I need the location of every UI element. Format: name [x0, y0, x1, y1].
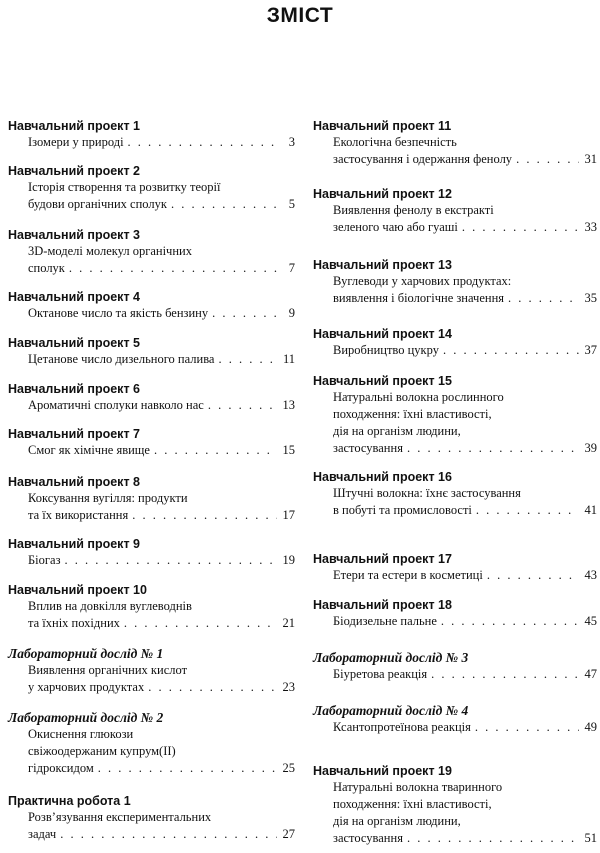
dot-leader [128, 134, 277, 151]
toc-entry-heading: Навчальний проект 15 [313, 374, 452, 388]
toc-entry-line: походження: їхні властивості, [333, 797, 492, 811]
toc-entry-line: виявлення і біологічне значення [333, 291, 505, 305]
toc-entry-line: будови органічних сполук [28, 197, 167, 211]
page-number[interactable]: 31 [584, 152, 597, 166]
page-number[interactable]: 15 [282, 443, 295, 457]
toc-entry[interactable] [313, 186, 597, 236]
toc-entry[interactable] [313, 326, 597, 359]
dot-leader [69, 260, 277, 277]
toc-entry[interactable] [8, 227, 295, 277]
toc-entry-body [8, 134, 295, 151]
toc-entry-last-line [333, 719, 597, 736]
toc-entry-line: застосування [333, 441, 403, 455]
toc-entry-line: сполук [28, 261, 65, 275]
toc-entry-line: Біуретова реакція [333, 667, 428, 681]
toc-entry-body [8, 397, 295, 414]
dot-leader [65, 552, 277, 569]
toc-entry[interactable] [8, 646, 295, 696]
page-number[interactable]: 9 [288, 306, 295, 320]
toc-entry-line: Натуральні волокна рослинного [333, 390, 504, 404]
toc-entry-last-line [28, 260, 295, 277]
toc-entry-line: Виробництво цукру [333, 343, 439, 357]
toc-entry-heading: Навчальний проект 4 [8, 290, 140, 304]
toc-entry-line: Виявлення фенолу в екстракті [333, 203, 494, 217]
page-number[interactable]: 23 [282, 680, 295, 694]
toc-entry[interactable] [313, 373, 597, 457]
dot-leader [124, 615, 277, 632]
toc-entry-heading: Навчальний проект 11 [313, 119, 452, 133]
dot-leader [508, 290, 579, 307]
dot-leader [462, 219, 579, 236]
toc-entry[interactable] [8, 289, 295, 322]
toc-entry-body [313, 134, 597, 168]
toc-entry-body [8, 552, 295, 569]
dot-leader [98, 760, 277, 777]
page-number[interactable]: 11 [282, 352, 295, 366]
toc-entry-last-line [333, 567, 597, 584]
dot-leader [212, 305, 277, 322]
toc-entry-line: Екологічна безпечність [333, 135, 457, 149]
dot-leader [132, 507, 277, 524]
toc-entry-line: в побуті та промисловості [333, 503, 472, 517]
page-number[interactable]: 17 [282, 508, 295, 522]
toc-entry[interactable] [8, 710, 295, 777]
toc-entry[interactable] [313, 551, 597, 584]
toc-entry-heading: Навчальний проект 7 [8, 427, 140, 441]
toc-entry-line: Цетанове число дизельного палива [28, 352, 215, 366]
toc-entry-last-line [28, 134, 295, 151]
dot-leader [475, 719, 579, 736]
toc-entry[interactable] [313, 703, 597, 736]
toc-entry-body [313, 202, 597, 236]
toc-entry-body [8, 179, 295, 213]
toc-entry-last-line [28, 615, 295, 632]
toc-entry-body [313, 342, 597, 359]
toc-entry-line: Октанове число та якість бензину [28, 306, 209, 320]
toc-entry-line: Ароматичні сполуки навколо нас [28, 398, 204, 412]
toc-entry-line: застосування [333, 831, 403, 845]
toc-entry-last-line [333, 613, 597, 630]
toc-entry[interactable] [8, 474, 295, 524]
toc-entry-last-line [28, 507, 295, 524]
dot-leader [148, 679, 277, 696]
toc-entry-line: 3D-моделі молекул органічних [28, 244, 192, 258]
toc-entry-heading: Навчальний проект 16 [313, 470, 452, 484]
dot-leader [60, 826, 277, 843]
toc-entry-body [313, 613, 597, 630]
toc-entry[interactable] [8, 118, 295, 151]
toc-entry-heading: Навчальний проект 1 [8, 119, 140, 133]
toc-entry-last-line [333, 440, 597, 457]
toc-entry-body [313, 567, 597, 584]
page-number[interactable]: 39 [584, 441, 597, 455]
dot-leader [154, 442, 277, 459]
toc-entry-heading: Навчальний проект 17 [313, 552, 452, 566]
toc-entry-line: Ксантопротеїнова реакція [333, 720, 471, 734]
toc-entry-heading: Лабораторний дослід № 3 [313, 650, 469, 665]
toc-entry-line: гідроксидом [28, 761, 94, 775]
toc-entry-line: Вуглеводи у харчових продуктах: [333, 274, 512, 288]
toc-entry-body [313, 485, 597, 519]
toc-entry-body [313, 666, 597, 683]
toc-entry-heading: Практична робота 1 [8, 794, 131, 808]
toc-entry-heading: Навчальний проект 12 [313, 187, 452, 201]
toc-entry-line: Виявлення органічних кислот [28, 663, 188, 677]
page-number[interactable]: 25 [282, 761, 295, 775]
toc-entry-line: Натуральні волокна тваринного [333, 780, 503, 794]
dot-leader [476, 502, 579, 519]
toc-entry-heading: Навчальний проект 18 [313, 598, 452, 612]
toc-entry-line: Етери та естери в косметиці [333, 568, 483, 582]
toc-entry-body [8, 662, 295, 696]
page-number[interactable]: 47 [584, 667, 597, 681]
toc-entry[interactable] [8, 381, 295, 414]
toc-entry-last-line [28, 351, 295, 368]
toc-entry-heading: Навчальний проект 10 [8, 583, 147, 597]
page-number[interactable]: 5 [288, 197, 295, 211]
toc-entry-line: зеленого чаю або гуаші [333, 220, 458, 234]
toc-entry-body [8, 726, 295, 777]
toc-entry-line: та їх використання [28, 508, 129, 522]
page-number[interactable]: 33 [584, 220, 597, 234]
toc-entry-last-line [333, 151, 597, 168]
page-number[interactable]: 43 [584, 568, 597, 582]
toc-entry[interactable] [8, 335, 295, 368]
page-number[interactable]: 21 [282, 616, 295, 630]
page-number[interactable]: 51 [584, 831, 597, 845]
toc-entry-body [8, 243, 295, 277]
page-number[interactable]: 35 [584, 291, 597, 305]
toc-entry-line: Розв’язування експериментальних [28, 810, 212, 824]
toc-entry-line: Біодизельне пальне [333, 614, 437, 628]
toc-entry-heading: Лабораторний дослід № 4 [313, 703, 469, 718]
dot-leader [218, 351, 277, 368]
toc-entry-line: Біогаз [28, 553, 61, 567]
toc-entry-line: у харчових продуктах [28, 680, 145, 694]
toc-entry-line: Історія створення та розвитку теорії [28, 180, 221, 194]
toc-entry-last-line [28, 397, 295, 414]
toc-entry[interactable] [313, 763, 597, 847]
toc-entry-body [8, 305, 295, 322]
toc-entry-heading: Навчальний проект 14 [313, 327, 452, 341]
toc-entry-last-line [333, 342, 597, 359]
dot-leader [208, 397, 277, 414]
toc-entry-body [8, 809, 295, 843]
dot-leader [431, 666, 579, 683]
toc-entry-last-line [28, 679, 295, 696]
toc-entry-body [313, 389, 597, 457]
toc-entry-line: Смог як хімічне явище [28, 443, 150, 457]
toc-entry-last-line [28, 826, 295, 843]
toc-entry-line: Окиснення глюкози [28, 727, 134, 741]
toc-entry-heading: Лабораторний дослід № 1 [8, 646, 164, 661]
toc-entry-last-line [28, 196, 295, 213]
toc-entry-body [313, 273, 597, 307]
toc-entry[interactable] [8, 163, 295, 213]
page-number[interactable]: 45 [584, 614, 597, 628]
dot-leader [443, 342, 579, 359]
toc-entry-last-line [333, 830, 597, 847]
toc-entry-last-line [333, 219, 597, 236]
toc-entry-body [8, 490, 295, 524]
dot-leader [407, 440, 579, 457]
page-number[interactable]: 13 [282, 398, 295, 412]
toc-entry-last-line [28, 552, 295, 569]
page-number[interactable]: 37 [584, 343, 597, 357]
toc-entry-body [8, 351, 295, 368]
dot-leader [487, 567, 579, 584]
toc-entry-heading: Навчальний проект 13 [313, 258, 452, 272]
toc-entry-last-line [333, 666, 597, 683]
page-number[interactable]: 27 [282, 827, 295, 841]
toc-entry-heading: Навчальний проект 2 [8, 164, 140, 178]
dot-leader [441, 613, 579, 630]
dot-leader [407, 830, 579, 847]
toc-entry[interactable] [313, 597, 597, 630]
toc-entry-line: Штучні волокна: їхнє застосування [333, 486, 521, 500]
page-number[interactable]: 3 [288, 135, 295, 149]
toc-entry-line: походження: їхні властивості, [333, 407, 492, 421]
toc-entry-line: дія на організм людини, [333, 424, 461, 438]
toc-entry[interactable] [8, 426, 295, 459]
toc-entry[interactable] [313, 118, 597, 168]
toc-entry-heading: Навчальний проект 8 [8, 475, 140, 489]
toc-entry-body [8, 598, 295, 632]
page-number[interactable]: 19 [282, 553, 295, 567]
toc-entry-heading: Навчальний проект 6 [8, 382, 140, 396]
toc-entry[interactable] [8, 582, 295, 632]
dot-leader [171, 196, 277, 213]
toc-entry-body [8, 442, 295, 459]
page-title: ЗМІСТ [266, 4, 334, 27]
toc-entry-line: дія на організм людини, [333, 814, 461, 828]
toc-entry-body [313, 779, 597, 847]
page-number[interactable]: 49 [584, 720, 597, 734]
toc-entry[interactable] [313, 650, 597, 683]
toc-entry-line: свіжоодержаним купрум(ІІ) [28, 744, 176, 758]
toc-entry-body [313, 719, 597, 736]
toc-entry[interactable] [313, 257, 597, 307]
toc-entry-heading: Навчальний проект 19 [313, 764, 452, 778]
toc-entry-heading: Навчальний проект 5 [8, 336, 140, 350]
toc-entry-heading: Лабораторний дослід № 2 [8, 710, 164, 725]
toc-entry-last-line [28, 442, 295, 459]
toc-entry-line: Ізомери у природі [28, 135, 124, 149]
toc-entry[interactable] [8, 536, 295, 569]
toc-entry[interactable] [8, 793, 295, 843]
toc-entry-line: Коксування вугілля: продукти [28, 491, 188, 505]
toc-entry-heading: Навчальний проект 3 [8, 228, 140, 242]
page-number[interactable]: 41 [584, 503, 597, 517]
toc-entry-line: задач [28, 827, 57, 841]
toc-entry-line: Вплив на довкілля вуглеводнів [28, 599, 192, 613]
dot-leader [516, 151, 579, 168]
toc-entry-last-line [28, 760, 295, 777]
toc-entry-last-line [28, 305, 295, 322]
page-number[interactable]: 7 [288, 261, 295, 275]
toc-entry-heading: Навчальний проект 9 [8, 537, 140, 551]
toc-entry[interactable] [313, 469, 597, 519]
toc-entry-line: застосування і одержання фенолу [333, 152, 513, 166]
toc-entry-line: та їхніх похідних [28, 616, 120, 630]
toc-entry-last-line [333, 290, 597, 307]
toc-entry-last-line [333, 502, 597, 519]
